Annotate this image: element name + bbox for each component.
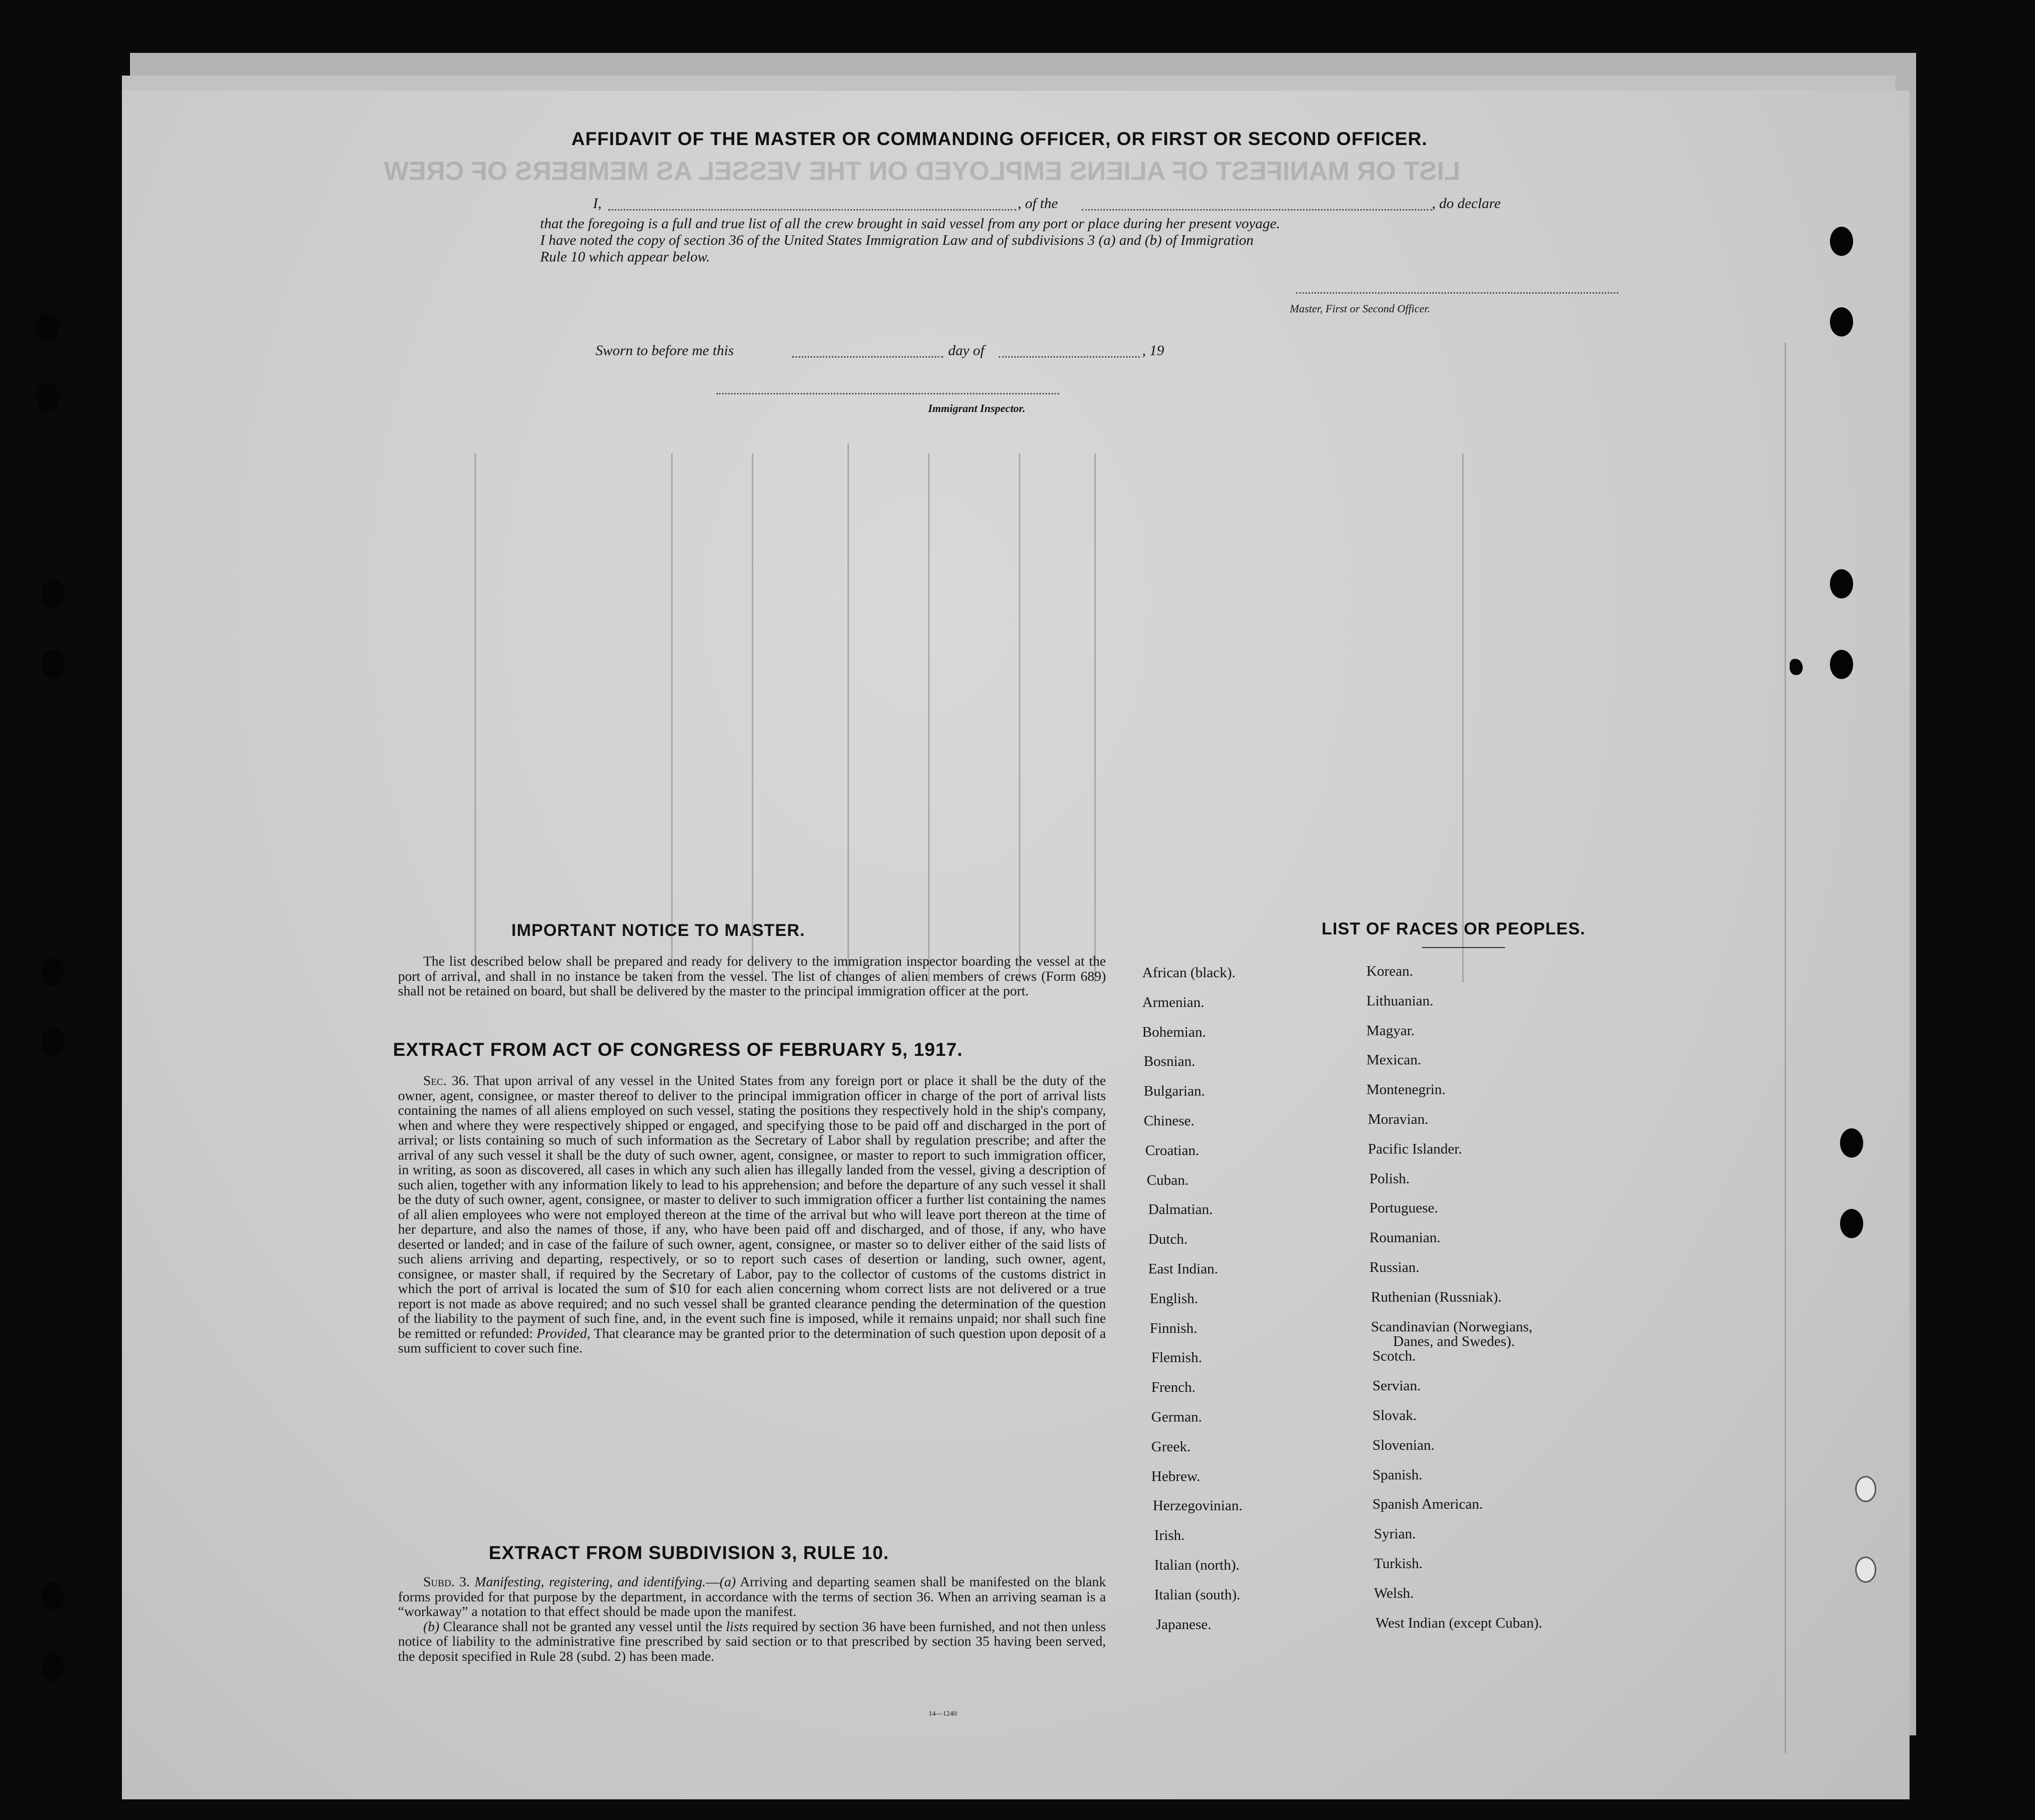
para-b-text-2: required by section 36 have been furnished, and not then unless notice of liability to the administrative fine prescribed by said section or to that prescribed by section 35 having been served, the deposit specified in Rule 28 (subd. 2) has been made. xyxy=(398,1618,1106,1664)
binder-hole xyxy=(41,650,64,679)
race-left-item: Flemish. xyxy=(1151,1350,1202,1366)
race-left-item: German. xyxy=(1151,1409,1202,1425)
document-page xyxy=(122,91,1910,1799)
rule-extract-title: EXTRACT FROM SUBDIVISION 3, RULE 10. xyxy=(489,1542,889,1563)
inspector-caption: Immigrant Inspector. xyxy=(928,402,1026,415)
binder-hole xyxy=(36,383,59,412)
binder-hole xyxy=(1840,1128,1863,1158)
para-a-label: (a) xyxy=(719,1574,736,1589)
affidavit-line2: that the foregoing is a full and true list of all the crew brought in said vessel from any port or place during her present voyage. xyxy=(540,216,1280,232)
race-right-item: Slovenian. xyxy=(1372,1437,1435,1453)
subd-heading: Manifesting, registering, and identifying. xyxy=(474,1574,706,1589)
bleed-through-rule xyxy=(1462,453,1464,982)
race-right-item: Pacific Islander. xyxy=(1368,1140,1462,1157)
race-left-item: Croatian. xyxy=(1145,1142,1200,1159)
race-right-item: Spanish. xyxy=(1372,1466,1423,1483)
bleed-through-rule xyxy=(752,453,753,982)
sec-label: Sec. 36. xyxy=(423,1072,469,1088)
race-left-item: Chinese. xyxy=(1144,1113,1195,1129)
race-left-item: French. xyxy=(1151,1379,1196,1396)
binder-hole xyxy=(1830,227,1853,256)
inspector-line xyxy=(716,393,1059,394)
race-left-item: Herzegovinian. xyxy=(1153,1498,1242,1514)
sworn-day-blank xyxy=(792,356,943,358)
binder-hole xyxy=(41,957,64,986)
race-left-item: Japanese. xyxy=(1156,1616,1212,1633)
race-left-item: Bosnian. xyxy=(1144,1053,1196,1070)
bleed-through-rule xyxy=(1019,453,1020,982)
race-scandinavian-continued: Danes, and Swedes). xyxy=(1393,1333,1515,1350)
bleed-through-rule xyxy=(928,453,930,982)
race-left-item: Greek. xyxy=(1151,1438,1191,1455)
bleed-through-rule xyxy=(1094,453,1096,982)
race-left-item: Italian (south). xyxy=(1154,1586,1240,1603)
binder-hole xyxy=(41,1652,64,1681)
binder-hole xyxy=(1830,569,1853,598)
race-right-item: Roumanian. xyxy=(1369,1230,1440,1246)
subdivision-paragraph-b xyxy=(398,1619,1106,1664)
proviso-text: That clearance may be granted prior to the determination of such question upon deposit of a sum sufficient to cover such fine. xyxy=(398,1325,1106,1356)
sworn-mid: day of xyxy=(948,343,984,359)
binder-hole xyxy=(1855,1476,1876,1502)
subdivision-text xyxy=(398,1574,1106,1663)
binder-hole xyxy=(41,579,64,609)
affidavit-line1-start: I, xyxy=(593,195,602,212)
race-left-item: Dalmatian. xyxy=(1148,1201,1213,1218)
race-right-item: West Indian (except Cuban). xyxy=(1375,1614,1543,1631)
race-right-item: Polish. xyxy=(1369,1170,1410,1187)
proviso-label: Provided, xyxy=(537,1325,590,1341)
sworn-start: Sworn to before me this xyxy=(596,343,734,359)
race-left-item: African (black). xyxy=(1142,965,1236,981)
binder-hole xyxy=(36,312,59,342)
race-right-item: Mexican. xyxy=(1366,1052,1421,1068)
race-left-item: Cuban. xyxy=(1147,1172,1189,1188)
race-right-item: Russian. xyxy=(1369,1259,1420,1275)
race-right-item: Scotch. xyxy=(1372,1348,1416,1365)
form-number: 14—1240 xyxy=(929,1710,957,1718)
race-right-item: Scandinavian (Norwegians, xyxy=(1371,1318,1533,1335)
binder-hole xyxy=(41,1582,64,1611)
signature-caption: Master, First or Second Officer. xyxy=(1290,302,1430,315)
binder-hole xyxy=(1830,307,1853,336)
subd-label: Subd. 3. xyxy=(423,1574,470,1589)
para-b-text-1: Clearance shall not be granted any vessel until the xyxy=(443,1618,723,1634)
races-title: LIST OF RACES OR PEOPLES. xyxy=(1322,919,1586,938)
sec36-text xyxy=(398,1073,1106,1356)
binder-hole xyxy=(1830,650,1853,679)
race-right-item: Korean. xyxy=(1366,963,1413,979)
race-right-item: Syrian. xyxy=(1374,1526,1416,1542)
race-right-item: Ruthenian (Russniak). xyxy=(1371,1289,1502,1305)
bleed-through-heading: LIST OR MANIFEST OF ALIENS EMPLOYED ON THE VESSEL AS MEMBERS OF CREW xyxy=(384,157,1460,186)
affidavit-line4: Rule 10 which appear below. xyxy=(540,249,710,265)
race-right-item: Spanish American. xyxy=(1372,1496,1483,1513)
race-left-item: Dutch. xyxy=(1148,1231,1188,1248)
race-right-item: Lithuanian. xyxy=(1366,992,1433,1009)
bleed-through-rule xyxy=(847,443,849,982)
race-left-item: Bulgarian. xyxy=(1144,1083,1205,1100)
race-left-item: Italian (north). xyxy=(1154,1557,1240,1573)
race-left-item: Bohemian. xyxy=(1142,1024,1206,1040)
race-right-item: Magyar. xyxy=(1366,1022,1415,1039)
race-left-item: East Indian. xyxy=(1148,1261,1218,1277)
race-left-item: Finnish. xyxy=(1150,1320,1198,1336)
race-right-item: Welsh. xyxy=(1374,1585,1414,1601)
affidavit-title: AFFIDAVIT OF THE MASTER OR COMMANDING OFFICER, OR FIRST OR SECOND OFFICER. xyxy=(571,128,1428,149)
binder-hole xyxy=(41,1028,64,1057)
affidavit-line3: I have noted the copy of section 36 of the United States Immigration Law and of subdivisions 3 (a) and (b) of Immigration xyxy=(540,232,1254,248)
race-right-item: Slovak. xyxy=(1372,1407,1417,1424)
bleed-through-rule xyxy=(671,453,673,982)
race-left-item: Irish. xyxy=(1154,1527,1185,1544)
ink-mark xyxy=(1790,659,1803,675)
race-left-item: English. xyxy=(1150,1290,1198,1307)
race-right-item: Montenegrin. xyxy=(1366,1082,1446,1098)
notice-title: IMPORTANT NOTICE TO MASTER. xyxy=(511,921,805,940)
sworn-year: , 19 xyxy=(1142,343,1164,359)
race-left-item: Hebrew. xyxy=(1151,1468,1201,1485)
vessel-blank xyxy=(1082,209,1432,211)
subdivision-paragraph-a: Subd. 3. Manifesting, registering, and identifying.—(a) Arriving and departing seamen shall be manifested on the blank forms provided for that purpose by the department, in accordance with the terms of section 36. When an arriving seaman is a “workaway” a notation to that effect should be made upon the manifest. xyxy=(398,1574,1106,1619)
signature-line xyxy=(1296,292,1618,294)
para-b-lists: lists xyxy=(726,1618,749,1634)
race-right-item: Turkish. xyxy=(1374,1556,1423,1572)
notice-text: The list described below shall be prepared and ready for delivery to the immigration inspector boarding the vessel at the port of arrival, and shall in no instance be taken from the vessel. The list of changes of alien members of crews (Form 689) shall not be retained on board, but shall be delivered by the master to the principal immigration officer at the port. xyxy=(398,953,1106,998)
bleed-through-rule xyxy=(1785,343,1786,1753)
affidavit-line1-mid: , of the xyxy=(1018,195,1058,212)
affidavit-line1-end: , do declare xyxy=(1432,195,1501,212)
para-b-label: (b) xyxy=(423,1618,440,1634)
races-title-underline xyxy=(1422,947,1505,948)
sec36-body-text: That upon arrival of any vessel in the United States from any foreign port or place it shall be the duty of the owner, agent, consignee, or master thereof to deliver to the principal immigration officer in charge of the port of arrival lists containing the names of all aliens employed on such vessel, stating the positions they respectively hold in the ship's company, when and where they were respectively shipped or engaged, and specifying those to be paid off and discharged in the port of arrival; or lists containing so much of such information as the Secretary of Labor shall by regulation prescribe; and after the arrival of any such vessel it shall be the duty of such owner, agent, consignee, or master to report to such immigration officer, in writing, as soon as discovered, all cases in which any such alien has illegally landed from the vessel, giving a description of such alien, together with any information likely to lead to his apprehension; and before the departure of any such vessel it shall be the duty of such owner, agent, consignee, or master to deliver to such immigration officer a further list containing the names of all alien employees who were not employed thereon at the time of the arrival but who will leave port thereon at the time of her departure, and also the names of those, if any, who have been paid off and discharged, and of those, if any, who have deserted or landed; and in case of the failure of such owner, agent, consignee, or master so to deliver either of the said lists of such aliens arriving and departing, respectively, or so to report such cases of desertion or landing, such owner, agent, consignee, or master shall, if required by the Secretary of Labor, pay to the collector of customs of the customs district in which the port of arrival is located the sum of $10 for each alien concerning whom correct lists are not delivered or a true report is not made as above required; and no such vessel shall be granted clearance pending the determination of the question of the liability to the payment of such fine, and, in the event such fine is imposed, while it remains unpaid; nor shall such fine be remitted or refunded: xyxy=(398,1072,1106,1341)
race-left-item: Armenian. xyxy=(1142,994,1205,1010)
race-right-item: Moravian. xyxy=(1368,1111,1428,1127)
act-extract-title: EXTRACT FROM ACT OF CONGRESS OF FEBRUARY 5, 1917. xyxy=(393,1039,963,1060)
binder-hole xyxy=(1840,1209,1863,1238)
race-right-item: Portuguese. xyxy=(1369,1200,1438,1217)
race-right-item: Servian. xyxy=(1372,1378,1421,1394)
binder-hole xyxy=(1855,1557,1876,1583)
bleed-through-rule xyxy=(475,453,476,982)
name-blank xyxy=(608,209,1016,211)
para-a-text: Arriving and departing seamen shall be manifested on the blank forms provided for that purpose by the department, in accordance with the terms of section 36. When an arriving seaman is a “workaway” a notation to that effect should be made upon the manifest. xyxy=(398,1574,1106,1619)
sworn-month-blank xyxy=(999,356,1140,358)
